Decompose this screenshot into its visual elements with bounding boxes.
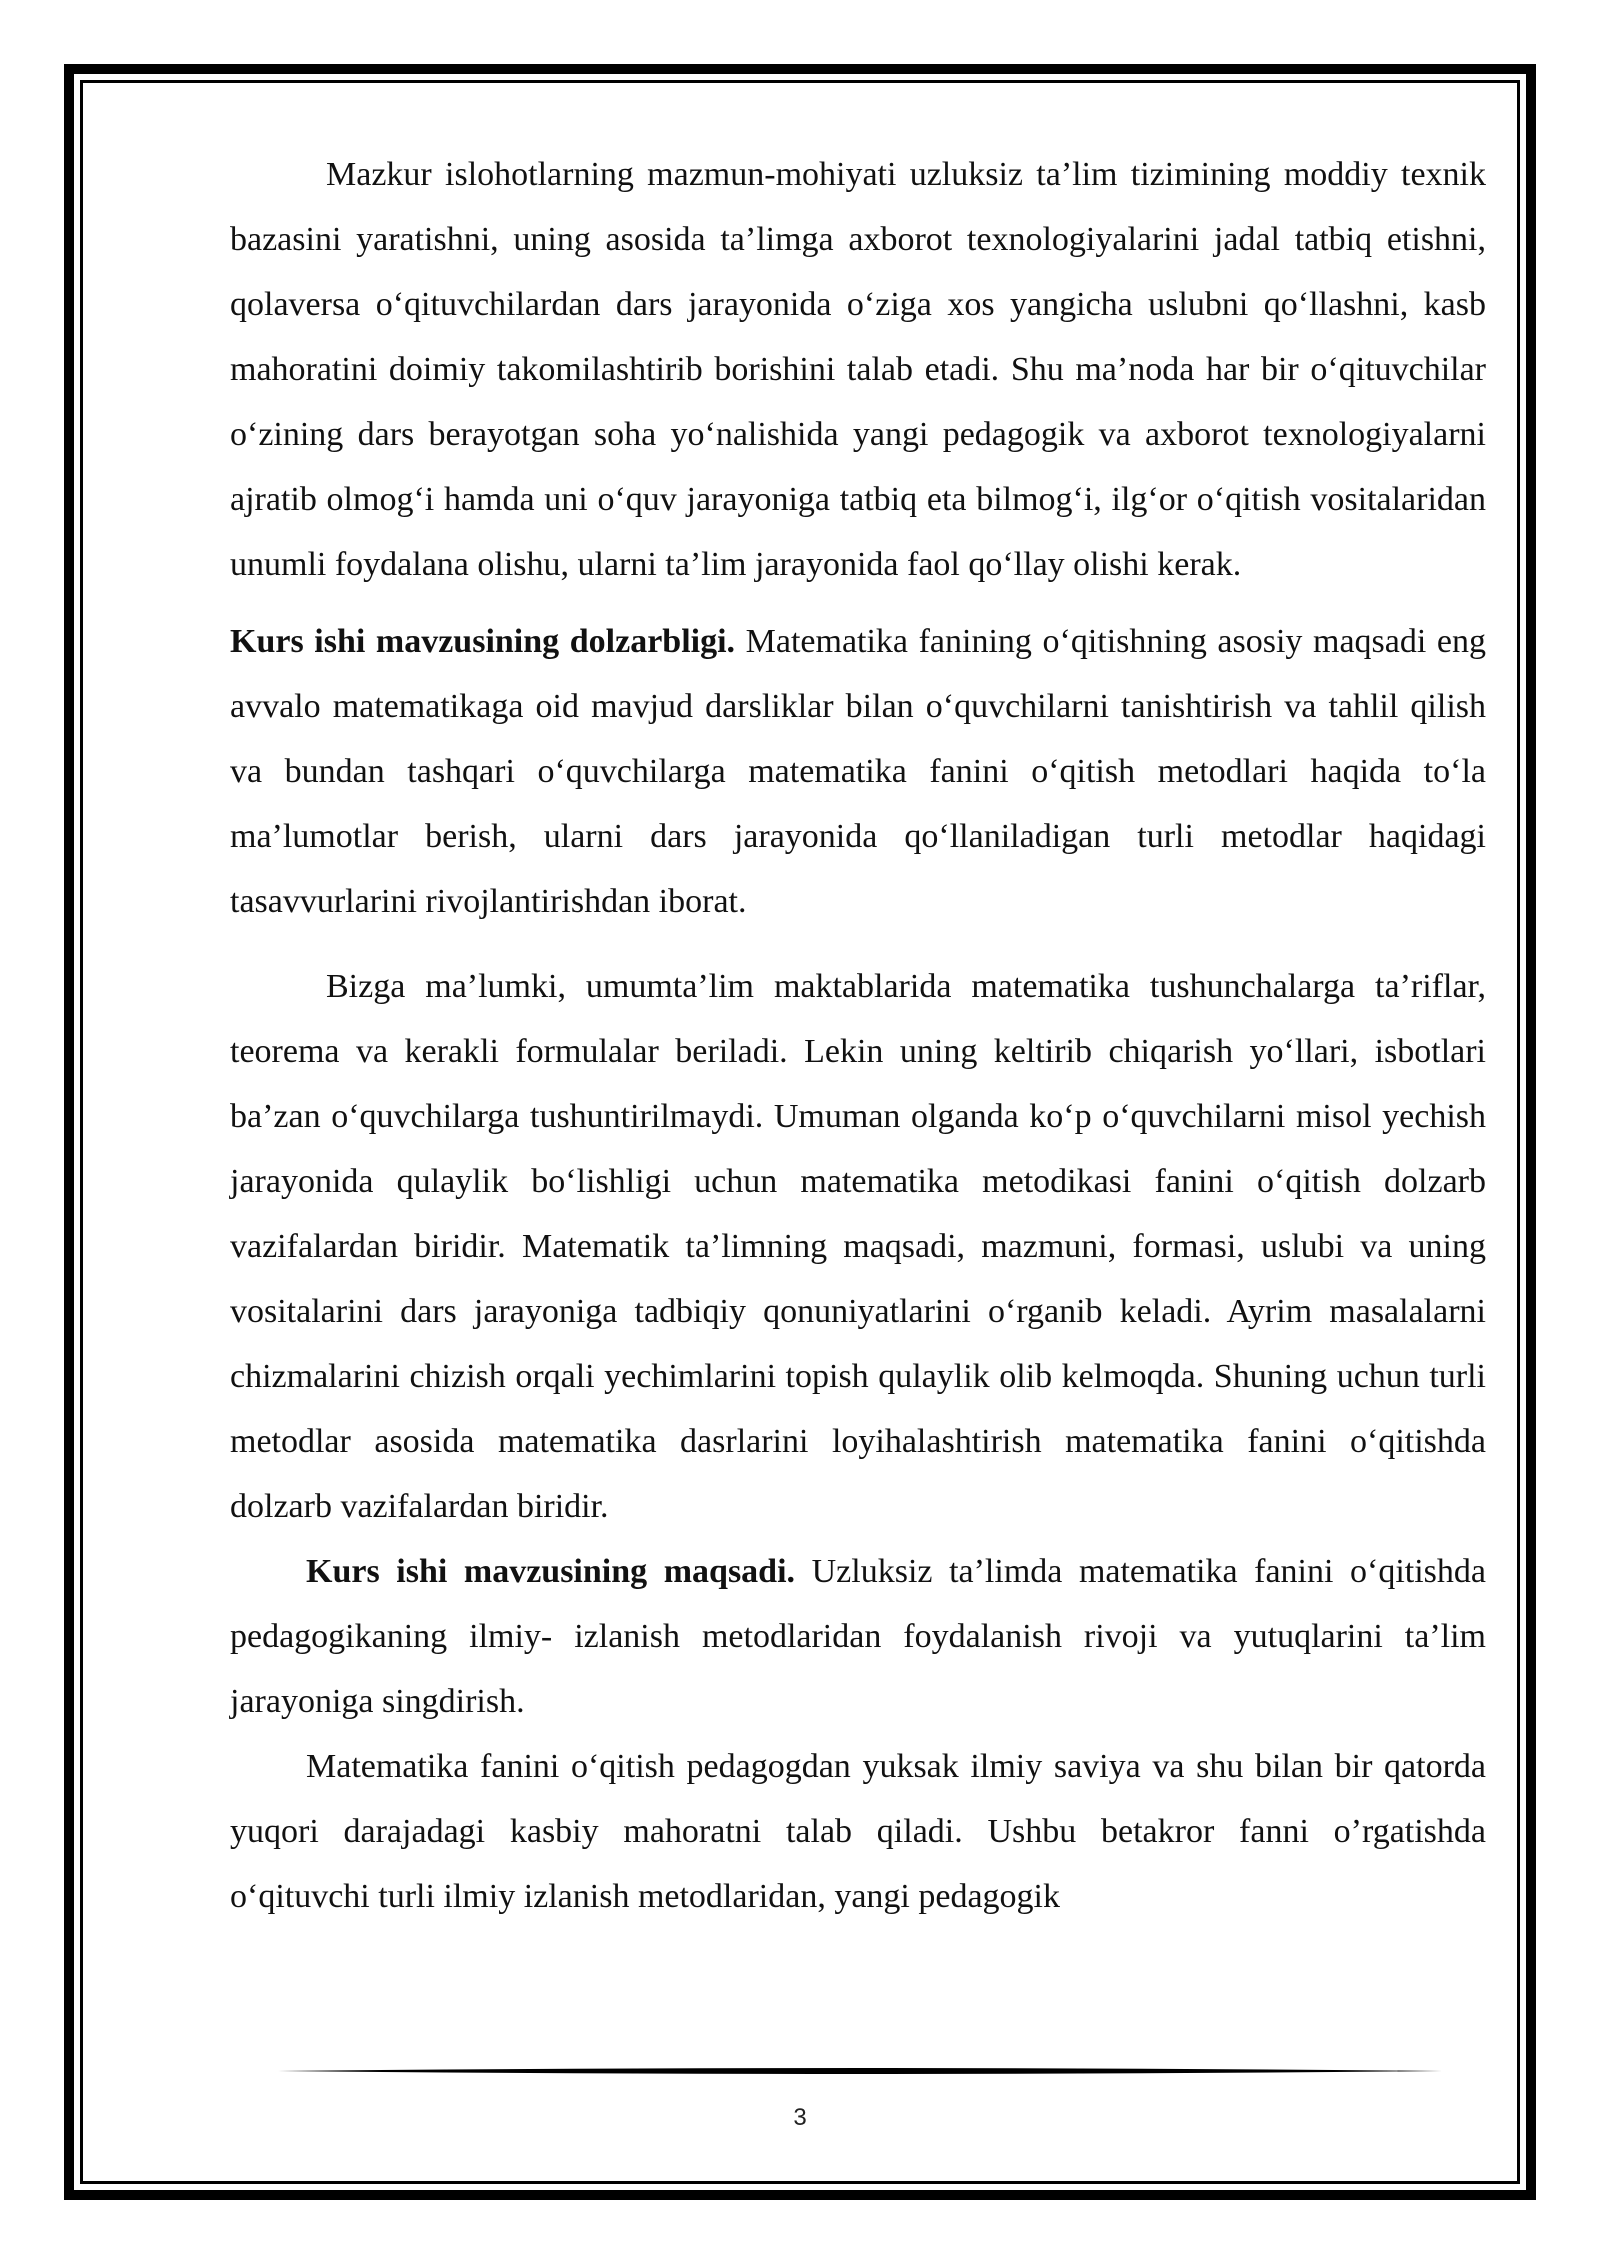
heading-relevance: Kurs ishi mavzusining dolzarbligi. — [230, 623, 736, 660]
paragraph-teaching: Matematika fanini o‘qitish pedagogdan yuksak ilmiy saviya va shu bilan bir qatorda yuqori darajadagi kasbiy mahoratni talab qiladi. Ushbu betakror fanni o’rgatishda o‘qituvchi turli ilmiy izlanish metodlaridan, yangi pedagogik — [230, 1748, 1486, 1915]
heading-goal: Kurs ishi mavzusining maqsadi. — [306, 1553, 796, 1590]
page-number: 3 — [793, 2104, 807, 2131]
paragraph-intro: Mazkur islohotlarning mazmun-mohiyati uzluksiz ta’lim tizimining moddiy texnik bazasini yaratishni, uning asosida ta’limga axborot texnologiyalarini jadal tatbiq etishni, qolaversa o‘qituvchilardan dars jarayonida o‘ziga xos yangicha uslubni qo‘llashni, kasb mahoratini doimiy takomilashtirib borishini talab etadi. Shu ma’noda har bir o‘qituvchilar o‘zining dars berayotgan soha yo‘nalishida yangi pedagogik va axborot texnologiyalarni ajratib olmog‘i hamda uni o‘quv jarayoniga tatbiq eta bilmog‘i, ilg‘or o‘qitish vositalaridan unumli foydalana olishu, ularni ta’lim jarayonida faol qo‘llay olishi kerak. — [230, 156, 1486, 583]
paragraph-relevance — [230, 609, 1486, 934]
paragraph-relevance-text: Matematika fanining o‘qitishning asosiy maqsadi eng avvalo matematikaga oid mavjud darsliklar bilan o‘quvchilarni tanishtirish va tahlil qilish va bundan tashqari o‘quvchilarga matematika fanini o‘qitish metodlari haqida to‘la ma’lumotlar berish, ularni dars jarayonida qo‘llaniladigan turli metodlar haqidagi tasavvurlarini rivojlantirishdan iborat. — [230, 623, 1487, 920]
paragraph-goal-text: Uzluksiz ta’limda matematika fanini o‘qitishda pedagogikaning ilmiy- izlanish metodlaridan foydalanish rivoji va yutuqlarini ta’lim jarayoniga singdirish. — [230, 1553, 1486, 1720]
paragraph-goal — [230, 1539, 1486, 1734]
paragraph-context: Bizga ma’lumki, umumta’lim maktablarida matematika tushunchalarga ta’riflar, teorema va kerakli formulalar beriladi. Lekin uning keltirib chiqarish yo‘llari, isbotlari ba’zan o‘quvchilarga tushuntirilmaydi. Umuman olganda ko‘p o‘quvchilarni misol yechish jarayonida qulaylik bo‘lishligi uchun matematika metodikasi fanini o‘qitish dolzarb vazifalardan biridir. Matematik ta’limning maqsadi, mazmuni, formasi, uslubi va uning vositalarini dars jarayoniga tadbiqiy qonuniyatlarini o‘rganib keladi. Ayrim masalalarni chizmalarini chizish orqali yechimlarini topish qulaylik olib kelmoqda. Shuning uchun turli metodlar asosida matematika dasrlarini loyihalashtirish matematika fanini o‘qitishda dolzarb vazifalardan biridir. — [230, 968, 1486, 1525]
footer-rule — [278, 2066, 1442, 2076]
page-body — [230, 142, 1486, 1929]
